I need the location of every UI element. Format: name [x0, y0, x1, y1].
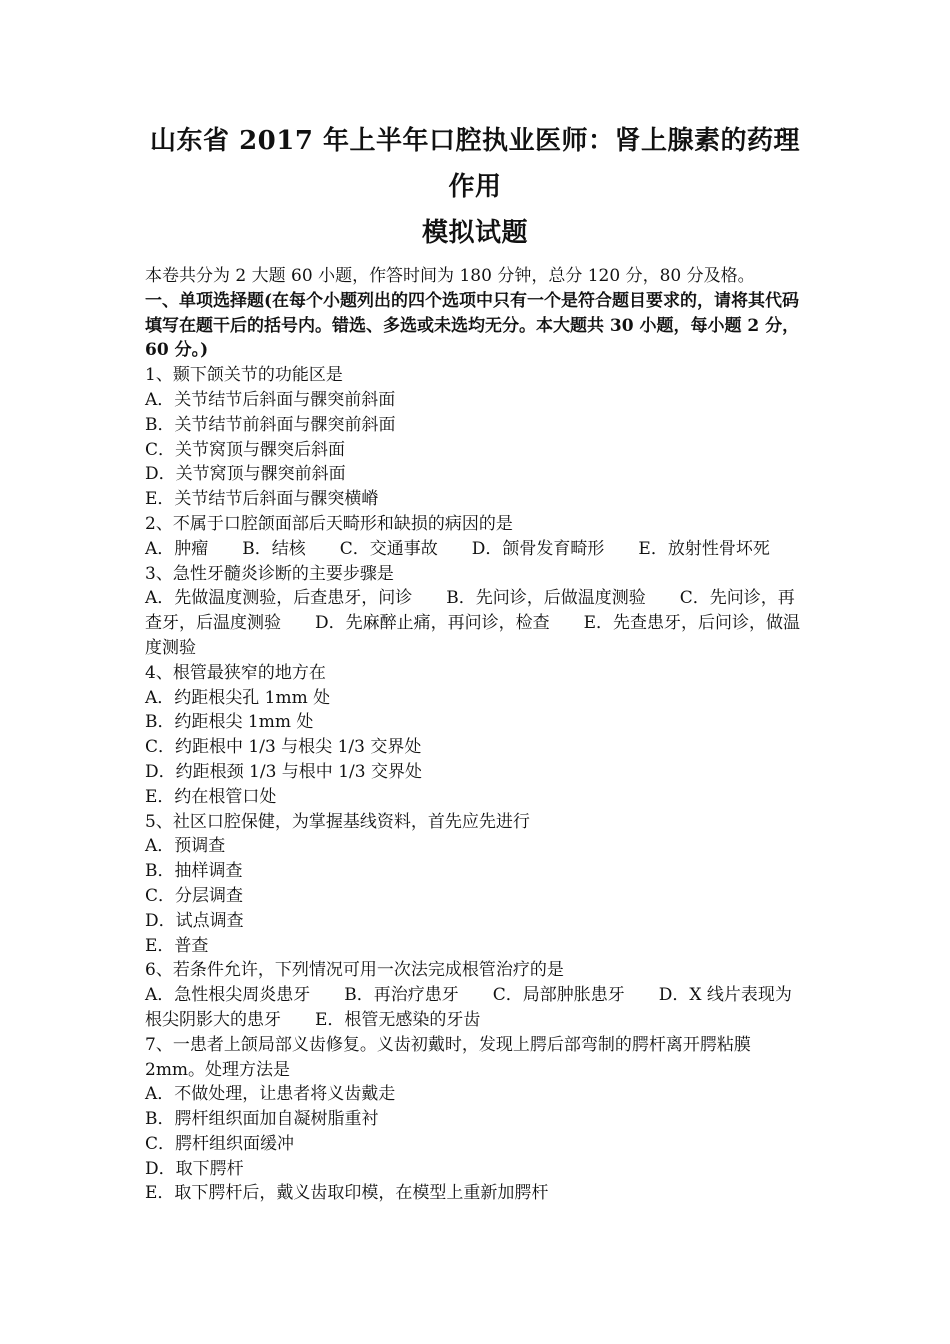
question-stem: 7、一患者上颌局部义齿修复。义齿初戴时，发现上腭后部弯制的腭杆离开腭粘膜 2mm。处理方法是: [145, 1034, 751, 1080]
answer-option: E．关节结节后斜面与髁突横嵴: [145, 489, 379, 510]
question-stem: 5、社区口腔保健，为掌握基线资料，首先应先进行: [145, 811, 530, 832]
answer-option: B．腭杆组织面加自凝树脂重衬: [145, 1109, 379, 1130]
answer-options-inline: A．急性根尖周炎患牙 B．再治疗患牙 C．局部肿胀患牙 D．X 线片表现为根尖阴影大的患牙 E．根管无感染的牙齿: [145, 985, 792, 1030]
answer-option: A．不做处理，让患者将义齿戴走: [145, 1084, 396, 1105]
title-line-1: 山东省 2017 年上半年口腔执业医师：肾上腺素的药理作用: [150, 126, 800, 202]
question-block: [145, 810, 805, 959]
answer-options-inline: A．肿瘤 B．结核 C．交通事故 D．颌骨发育畸形 E．放射性骨坏死: [145, 538, 770, 559]
answer-option: C．关节窝顶与髁突后斜面: [145, 439, 346, 460]
answer-option: A．约距根尖孔 1mm 处: [145, 687, 331, 708]
question-block: [145, 363, 805, 512]
answer-option: B．抽样调查: [145, 861, 243, 882]
answer-option: C．分层调查: [145, 885, 244, 906]
question-block: [145, 512, 805, 562]
question-stem: 3、急性牙髓炎诊断的主要步骤是: [145, 563, 394, 584]
question-block: [145, 562, 805, 661]
title-line-2: 模拟试题: [421, 218, 528, 248]
answer-option: C．约距根中 1/3 与根尖 1/3 交界处: [145, 737, 422, 758]
answer-option: B．约距根尖 1mm 处: [145, 712, 314, 733]
answer-option: E．约在根管口处: [145, 786, 277, 807]
question-block: [145, 1033, 805, 1207]
exam-intro: 本卷共分为 2 大题 60 小题，作答时间为 180 分钟，总分 120 分，80 分及格。: [145, 266, 755, 286]
question-block: [145, 661, 805, 810]
answer-option: D．取下腭杆: [145, 1158, 244, 1179]
question-stem: 1、颞下颌关节的功能区是: [145, 365, 343, 386]
section-heading: 一、单项选择题(在每个小题列出的四个选项中只有一个是符合题目要求的，请将其代码填写在题干后的括号内。错选、多选或未选均无分。本大题共 30 小题，每小题 2 分，60 分。): [145, 290, 800, 361]
answer-option: E．普查: [145, 935, 209, 956]
answer-options-inline: A．先做温度测验，后查患牙，问诊 B．先问诊，后做温度测验 C．先问诊，再查牙，后温度测验 D．先麻醉止痛，再问诊，检查 E．先查患牙，后问诊，做温度测验: [145, 588, 801, 658]
answer-option: A．预调查: [145, 836, 226, 857]
question-block: [145, 958, 805, 1032]
answer-option: E．取下腭杆后，戴义齿取印模，在模型上重新加腭杆: [145, 1183, 549, 1204]
question-stem: 2、不属于口腔颌面部后天畸形和缺损的病因的是: [145, 513, 513, 534]
answer-option: A．关节结节后斜面与髁突前斜面: [145, 389, 396, 410]
answer-option: D．约距根颈 1/3 与根中 1/3 交界处: [145, 761, 422, 782]
answer-option: D．关节窝顶与髁突前斜面: [145, 464, 346, 485]
document-title: [145, 118, 805, 256]
question-stem: 4、根管最狭窄的地方在: [145, 662, 326, 683]
answer-option: C．腭杆组织面缓冲: [145, 1133, 295, 1154]
question-stem: 6、若条件允许，下列情况可用一次法完成根管治疗的是: [145, 960, 564, 981]
answer-option: B．关节结节前斜面与髁突前斜面: [145, 414, 396, 435]
answer-option: D．试点调查: [145, 910, 244, 931]
